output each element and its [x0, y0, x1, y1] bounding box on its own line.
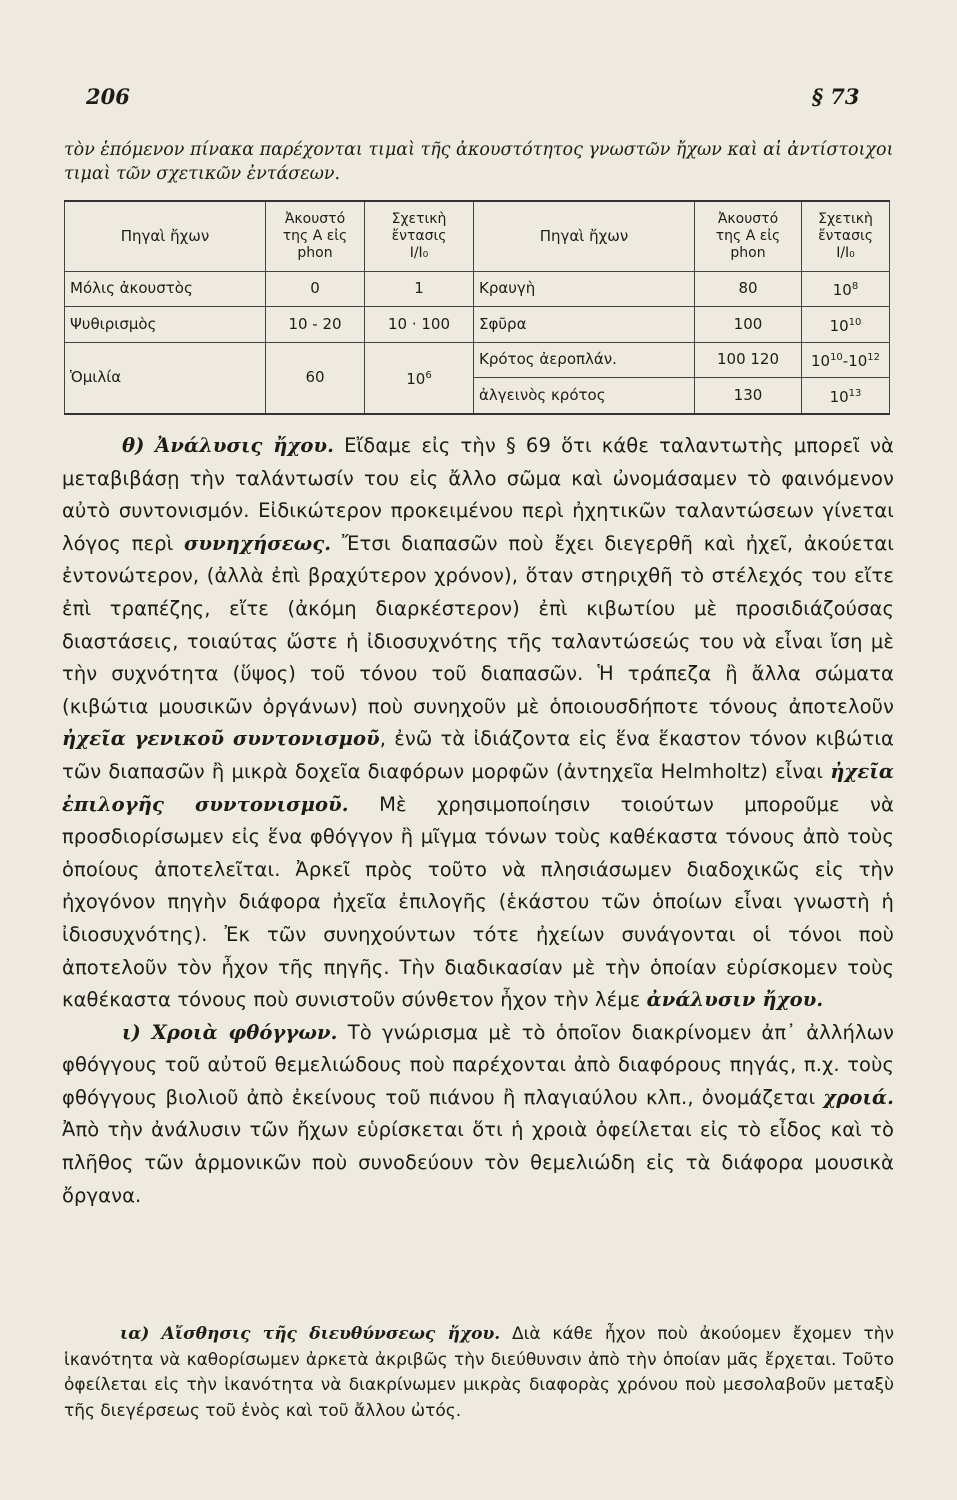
rel-exponent: 13	[848, 388, 862, 400]
paragraph-text: Διὰ κάθε ἦχον ποὺ ἀκούομεν ἔχομεν τὴν ἱκανότητα νὰ καθορίσωμεν ἀρκετὰ ἀκριβῶς τὴν διεύθυνσιν ἀπὸ τὴν ὁποίαν μᾶς ἔρχεται. Τοῦτο ὀφείλεται εἰς τὴν ἱκανότητα νὰ διακρίνωμεν μικρὰς διαφορὰς χρόνου ποὺ μεσολαβοῦν μεταξὺ τῆς διεγέρσεως τοῦ ἑνὸς καὶ τοῦ ἄλλου ὠτός.	[64, 1324, 894, 1421]
small-print-text	[64, 1322, 894, 1424]
col-relative-line1: Σχετικὴ	[391, 210, 447, 227]
col-relative-line1: Σχετικὴ	[818, 210, 873, 227]
col-loudness-line1: Ἀκουστό	[717, 210, 779, 227]
rel-base: 10	[829, 316, 849, 335]
col-loudness-unit: phon	[297, 244, 333, 261]
table-cell: 130	[695, 378, 802, 414]
paragraph-text: Εἴδαμε εἰς τὴν § 69 ὅτι κάθε ταλαντωτὴς μπορεῖ νὰ μεταβιβάσῃ τὴν ταλάντωσίν του εἰς ἄλλο σῶμα καὶ ὠνομάσαμεν τὸ φαινόμενον αὐτὸ συντονισμόν. Εἰδικώτερον προκειμένου περὶ ἠχητικῶν ταλαντώσεων γίνεται λόγος περὶ	[62, 434, 894, 555]
col-relative-line2: ἔντασις	[391, 227, 447, 244]
table-row	[65, 271, 890, 307]
table-row	[65, 307, 890, 343]
table-cell: 1	[365, 271, 474, 307]
table-cell	[802, 342, 890, 378]
rel-exponent: 10	[830, 352, 843, 364]
paragraph-direction	[64, 1322, 894, 1424]
main-text	[62, 430, 894, 1212]
col-relative-header	[365, 201, 474, 271]
rel-separator: -10	[842, 352, 868, 371]
rel-base: 10	[829, 388, 849, 407]
section-heading: ια) Αἴσθησις τῆς διευθύνσεως ἤχου.	[120, 1324, 501, 1344]
table-header-row	[65, 201, 890, 271]
table-row	[65, 342, 890, 378]
col-loudness-header	[266, 201, 365, 271]
table-cell: 10 - 20	[266, 307, 365, 343]
rel-base: 10	[810, 352, 831, 371]
paragraph-text: Τὸ γνώρισμα μὲ τὸ ὁποῖον διακρίνομεν ἀπ᾽ ἀλλήλων φθόγγους τοῦ αὐτοῦ θεμελιώδους ποὺ παρέχονται ἀπὸ διαφόρους πηγάς, π.χ. τοὺς φθόγγους βιολιοῦ ἀπὸ ἐκείνους τοῦ πιάνου ἢ πλαγιαύλου κλπ., ὀνομάζεται	[62, 1020, 894, 1109]
col-relative-unit: I/I₀	[836, 244, 855, 261]
table-cell: 10 · 100	[365, 307, 474, 343]
rel-exponent: 6	[425, 370, 432, 382]
page-number: 206	[86, 84, 130, 109]
table-cell: 0	[266, 271, 365, 307]
emphasis-term: χροιά.	[823, 1085, 894, 1109]
table-cell	[802, 271, 890, 307]
intro-text: τὸν ἑπόμενον πίνακα παρέχονται τιμαὶ τῆς ἀκουστότητος γνωστῶν ἤχων καὶ αἱ ἀντίστοιχοι τιμαὶ τῶν σχετικῶν ἐντάσεων.	[64, 140, 894, 184]
table-cell: Ὁμιλία	[65, 342, 266, 414]
col-relative-line2: ἔντασις	[818, 227, 873, 244]
col-loudness-line1: Ἀκουστό	[284, 210, 346, 227]
col-loudness-header-2	[695, 201, 802, 271]
table-cell: Ψυθιρισμὸς	[65, 307, 266, 343]
section-heading: θ) Ἀνάλυσις ἤχου.	[122, 434, 335, 457]
col-source-header: Πηγαὶ ἤχων	[65, 201, 266, 271]
rel-exponent: 10	[848, 316, 862, 328]
table-cell: Σφῦρα	[474, 307, 695, 343]
table-cell: 80	[695, 271, 802, 307]
col-relative-header-2	[802, 201, 890, 271]
paragraph-text: Μὲ χρησιμοποίησιν τοιούτων μποροῦμε νὰ προσδιορίσωμεν εἰς ἕνα φθόγγον ἢ μῖγμα τόνων τοὺς καθέκαστα τόνους ἀπὸ τοὺς ὁποίους ἀποτελεῖται. Ἀρκεῖ πρὸς τοῦτο νὰ πλησιάσωμεν διαδοχικῶς εἰς τὴν ἠχογόνον πηγὴν διάφορα ἠχεῖα ἐπιλογῆς (ἑκάστου τῶν ὁποίων εἶναι γνωστὴ ἡ ἰδιοσυχνότης). Ἐκ τῶν συνηχούντων τότε ἠχείων συνάγονται οἱ τόνοι ποὺ ἀποτελοῦν τὸν ἦχον τῆς πηγῆς. Τὴν διαδικασίαν μὲ τὴν ὁποίαν εὑρίσκομεν τοὺς καθέκαστα τόνους ποὺ συνιστοῦν σύνθετον ἦχον τὴν λέμε	[62, 792, 895, 1012]
col-relative-unit: I/I₀	[409, 244, 429, 261]
table-cell: Μόλις ἀκουστὸς	[65, 271, 266, 307]
paragraph-text: Ἔτσι διαπασῶν ποὺ ἔχει διεγερθῆ καὶ ἠχεῖ, ἀκούεται ἐντονώτερον, (ἀλλὰ ἐπὶ βραχύτερον χρόνον), ὅταν στηριχθῆ τὸ στέλεχός του εἴτε ἐπὶ τραπέζης, εἴτε (ἀκόμη διαρκέστερον) ἐπὶ κιβωτίου μὲ προσιδιάζούσας διαστάσεις, τοιαύτας ὥστε ἡ ἰδιοσυχνότης τῆς ταλαντώσεώς του νὰ εἶναι ἴση μὲ τὴν συχνότητα (ὕψος) τοῦ τόνου τοῦ διαπασῶν. Ἡ τράπεζα ἢ ἄλλα σώματα (κιβώτια μουσικῶν ὀργάνων) ποὺ συνηχοῦν μὲ ὁποιουσδήποτε τόνους ἀποτελοῦν	[62, 531, 894, 718]
col-source-header-2: Πηγαὶ ἤχων	[474, 201, 695, 271]
col-loudness-line2: της Α εἰς	[715, 227, 781, 244]
table-cell: 100	[695, 307, 802, 343]
section-heading: ι) Χροιὰ φθόγγων.	[122, 1020, 338, 1044]
table-cell: 60	[266, 342, 365, 414]
emphasis-term: ἠχεῖα ἐπιλογῆς συντονισμοῦ.	[62, 759, 894, 816]
emphasis-term: συνηχήσεως.	[184, 531, 332, 555]
rel-base: 10	[832, 281, 852, 300]
table-cell	[802, 307, 890, 343]
table-cell: 100 120	[695, 342, 802, 378]
table-cell: Κραυγὴ	[474, 271, 695, 307]
col-loudness-line2: της Α εἰς	[282, 227, 348, 244]
table-cell: Κρότος ἀεροπλάν.	[474, 342, 695, 378]
emphasis-term: ἀνάλυσιν ἤχου.	[646, 988, 824, 1012]
loudness-table	[64, 200, 890, 415]
table-cell	[802, 378, 890, 414]
section-marker: § 73	[812, 84, 860, 109]
paragraph-timbre	[62, 1017, 894, 1213]
table-cell: ἀλγεινὸς κρότος	[474, 378, 695, 414]
table-cell	[365, 342, 474, 414]
rel-base: 10	[406, 370, 426, 389]
rel-exponent-2: 12	[867, 352, 881, 364]
emphasis-term: ἠχεῖα γενικοῦ συντονισμοῦ	[62, 727, 380, 751]
col-loudness-unit: phon	[730, 244, 766, 261]
paragraph-sound-analysis	[62, 430, 894, 1017]
paragraph-text: , ἐνῶ τὰ ἰδιάζοντα εἰς ἕνα ἕκαστον τόνον κιβώτια τῶν διαπασῶν ἢ μικρὰ δοχεῖα διαφόρων μορφῶν (ἀντηχεῖα Helmholtz) εἶναι	[62, 727, 894, 783]
paragraph-text: Ἀπὸ τὴν ἀνάλυσιν τῶν ἤχων εὑρίσκεται ὅτι ἡ χροιὰ ὀφείλεται εἰς τὸ εἶδος καὶ τὸ πλῆθος τῶν ἁρμονικῶν ποὺ συνοδεύουν τὸν θεμελιώδη εἰς τὰ διάφορα μουσικὰ ὄργανα.	[62, 1118, 894, 1207]
rel-exponent: 8	[851, 281, 859, 293]
